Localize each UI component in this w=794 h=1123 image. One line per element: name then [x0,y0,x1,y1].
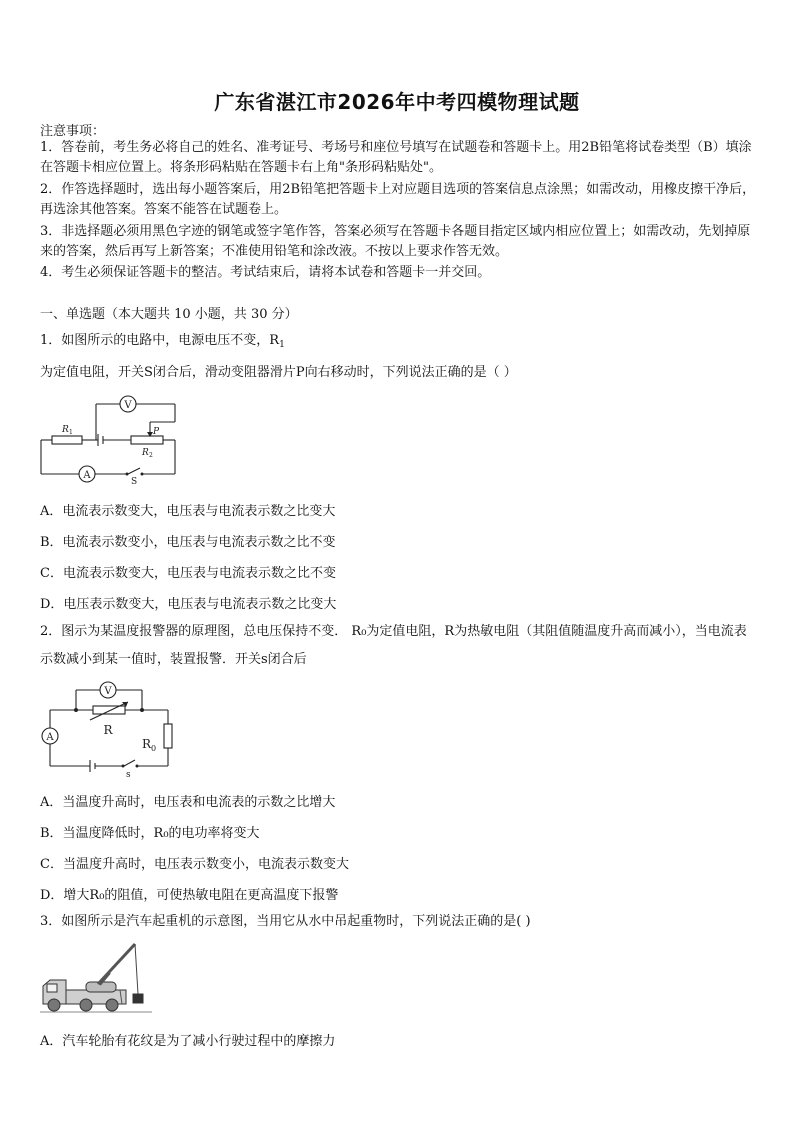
section-heading: 一、单选题（本大题共 10 小题，共 30 分） [40,307,298,322]
page-title: 广东省湛江市2026年中考四模物理试题 [214,90,580,114]
crane-truck-illustration [40,938,152,1018]
r0-label: R [142,737,152,751]
question-2-stem: 2．图示为某温度报警器的原理图，总电压保持不变． R₀为定值电阻，R为热敏电阻（其阻值随温度升高而减小），当电流表示数减小到某一值时，装置报警．开关s闭合后 [40,624,747,667]
circuit-diagram-1 [38,392,183,484]
ammeter-label: A [46,732,54,743]
q1-option-a: A．电流表示数变大，电压表与电流表示数之比变大 [40,504,336,519]
q2-option-d: D．增大R₀的阻值，可使热敏电阻在更高温度下报警 [40,888,339,903]
resistor-r1 [52,436,82,444]
q2-option-b: B．当温度降低时，R₀的电功率将变大 [40,826,260,841]
q2-option-a: A．当温度升高时，电压表和电流表的示数之比增大 [40,795,336,810]
circuit-diagram-2 [38,680,178,778]
note-item-1: 1．答卷前，考生务必将自己的姓名、准考证号、考场号和座位号填写在试题卷和答题卡上。用2B铅笔将试卷类型（B）填涂在答题卡相应位置上。将条形码粘贴在答题卡右上角"条形码粘贴处"。 [40,140,752,175]
thermistor-label: R [103,723,113,737]
q2-option-c: C．当温度升高时，电压表示数变小，电流表示数变大 [40,857,349,872]
voltmeter-label: V [124,400,132,411]
switch-label: s [126,770,131,778]
note-item-4: 4．考生必须保证答题卡的整洁。考试结束后，请将本试卷和答题卡一并交回。 [40,265,491,280]
thermistor-r [93,706,125,714]
note-item-2: 2．作答选择题时，选出每小题答案后，用2B铅笔把答题卡上对应题目选项的答案信息点涂黑；如需改动，用橡皮擦干净后，再选涂其他答案。答案不能答在试题卷上。 [40,182,756,217]
rheostat-r2 [131,436,163,444]
note-item-3: 3．非选择题必须用黑色字迹的钢笔或签字笔作答，答案必须写在答题卡各题目指定区域内相应位置上；如需改动，先划掉原来的答案，然后再写上新答案；不准使用铅笔和涂改液。不按以上要求作答无效。 [40,224,751,259]
voltmeter-label: V [104,686,112,697]
q1-option-c: C．电流表示数变大，电压表与电流表示数之比不变 [40,566,336,581]
ammeter-label: A [83,470,91,481]
r2-label: R [142,448,149,458]
r2-subscript: 2 [149,452,153,459]
question-3-stem: 3．如图所示是汽车起重机的示意图，当用它从水中吊起重物时，下列说法正确的是( ) [40,914,531,929]
switch-label: S [131,477,138,484]
slider-p-label: P [153,427,160,437]
q1-option-b: B．电流表示数变小，电压表与电流表示数之比不变 [40,535,336,550]
q3-option-a: A．汽车轮胎有花纹是为了减小行驶过程中的摩擦力 [40,1034,336,1049]
r1-subscript: 1 [69,429,73,436]
q1-option-d: D．电压表示数变大，电压表与电流表示数之比变大 [40,597,337,612]
resistor-r0 [164,724,172,748]
notes-heading: 注意事项： [40,124,106,139]
r0-subscript: 0 [151,744,157,753]
question-1-stem: 1．如图所示的电路中，电源电压不变，$R_1$为定值电阻，开关S闭合后，滑动变阻器滑片P向右移动时，下列说法正确的是（ ） [40,333,517,380]
r1-label: R [62,425,69,435]
